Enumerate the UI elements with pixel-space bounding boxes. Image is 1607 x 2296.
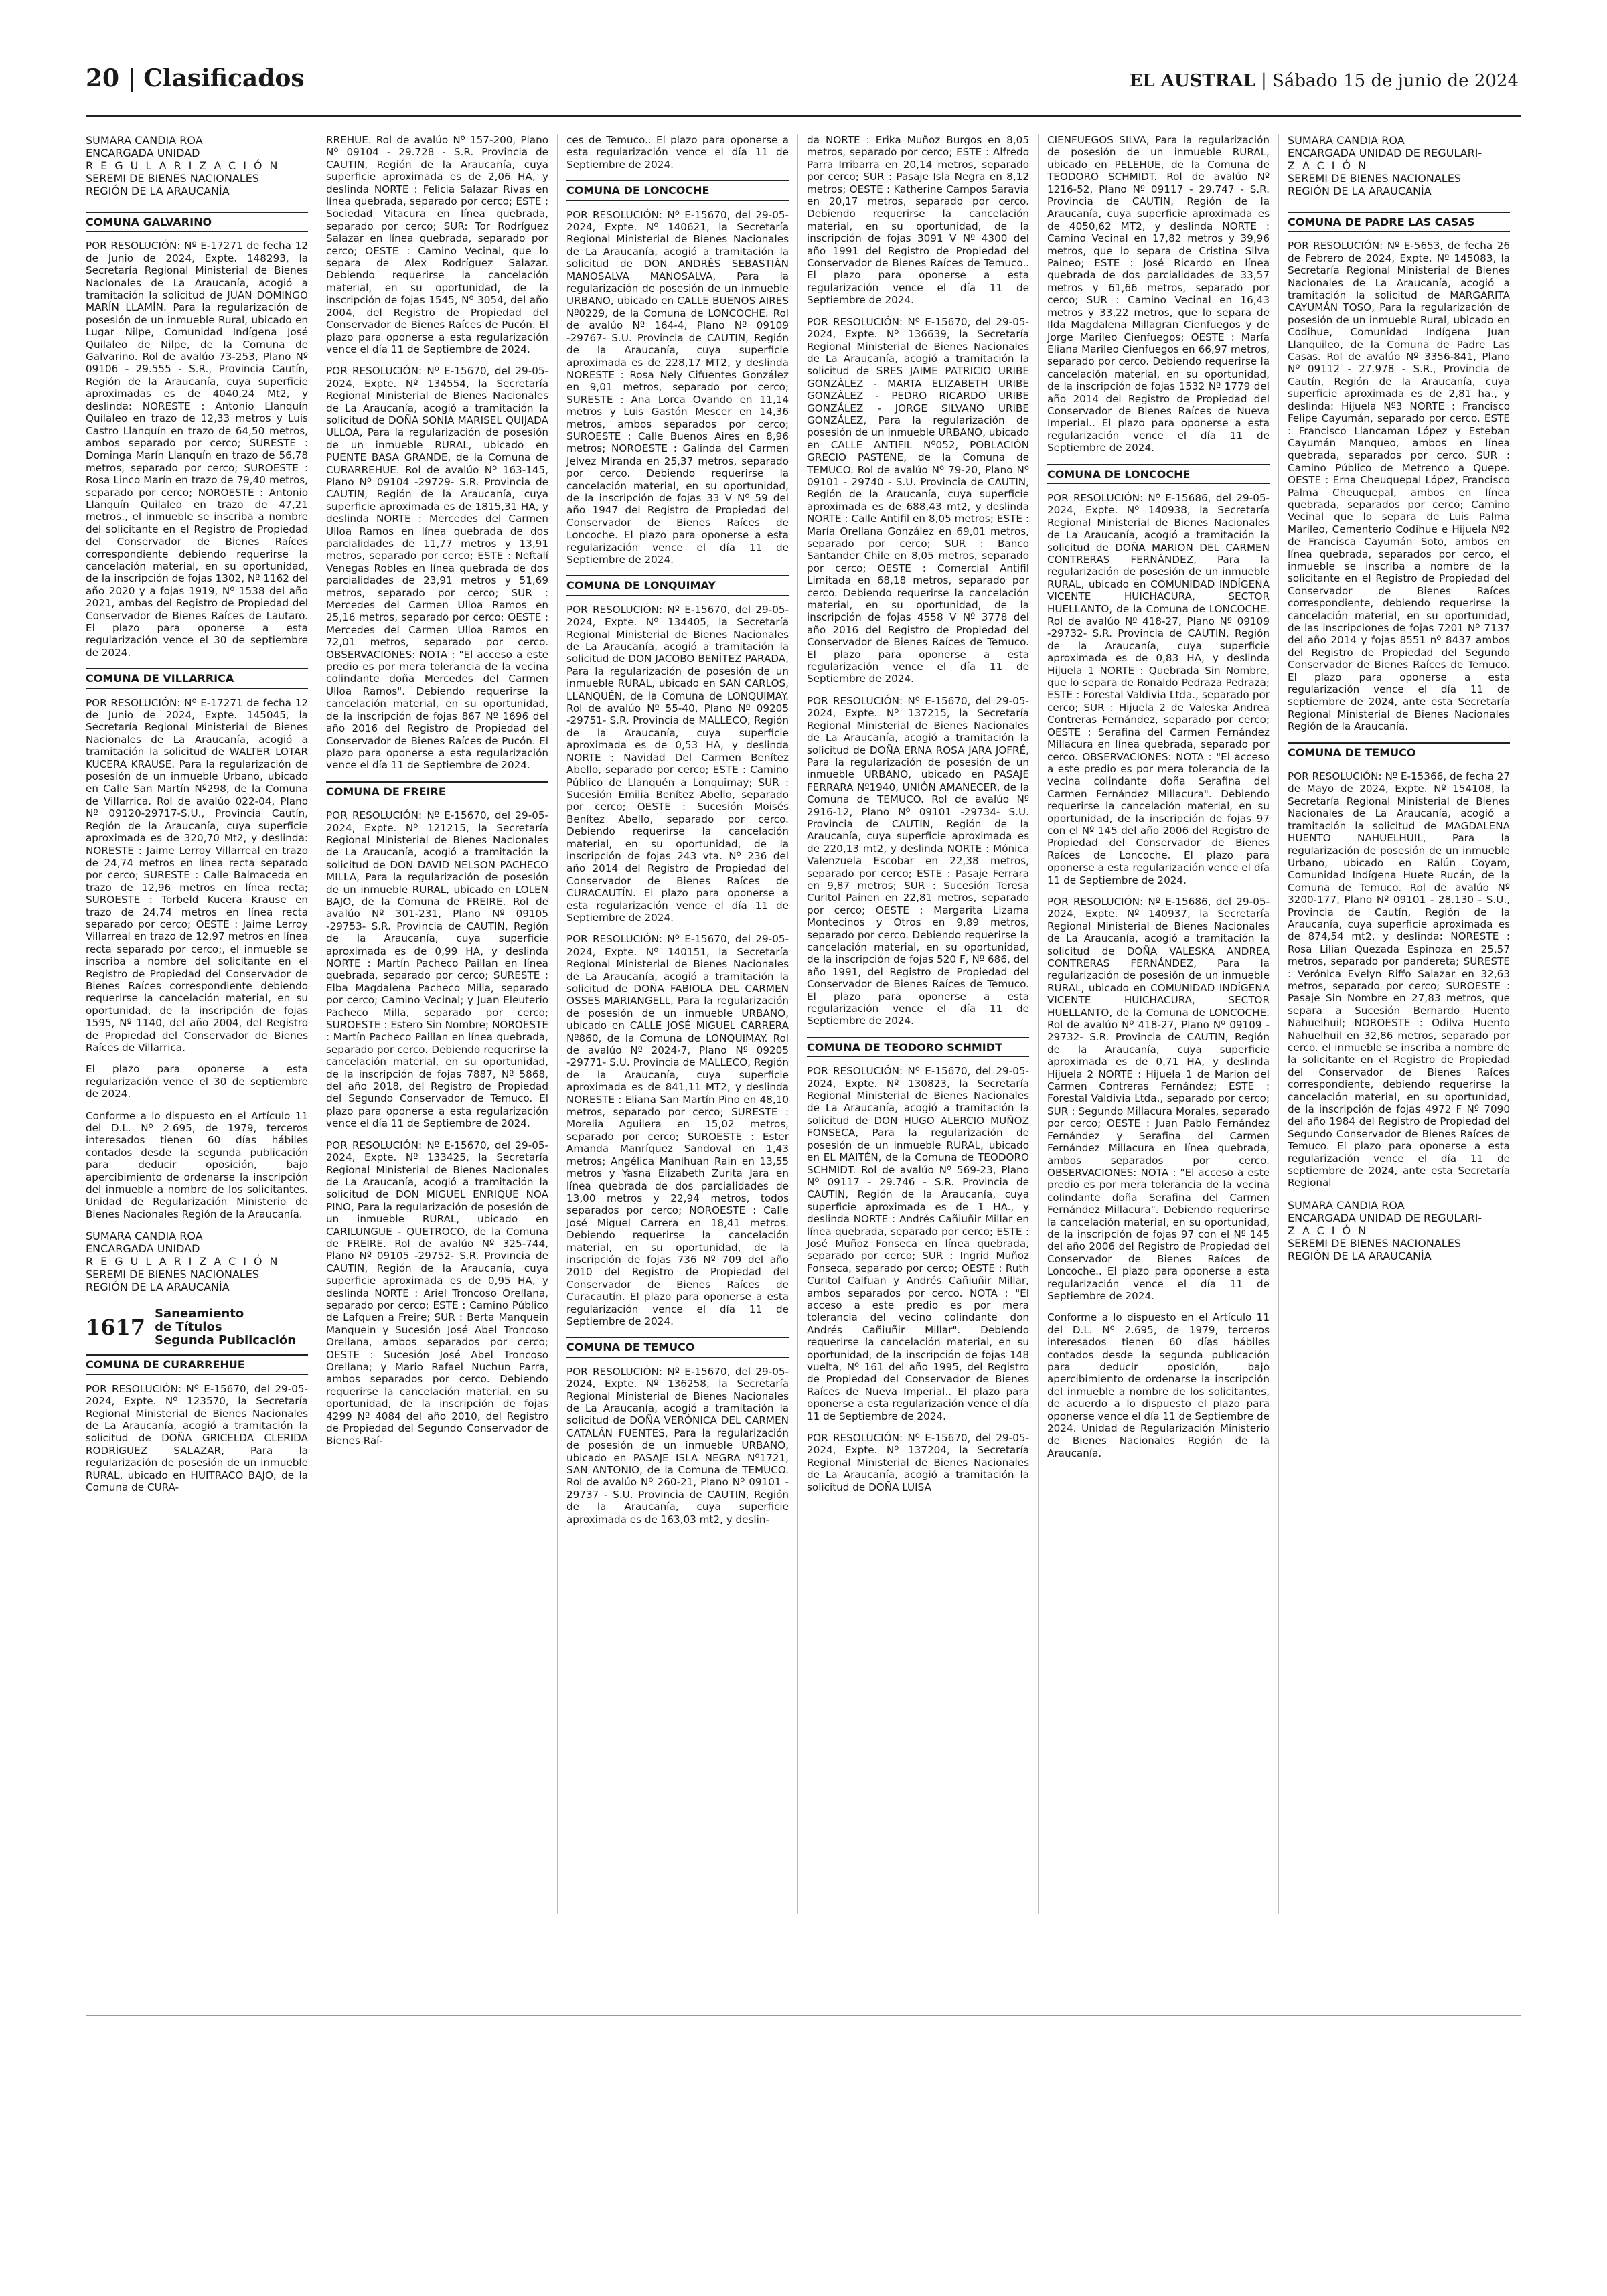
notice-paragraph: POR RESOLUCIÓN: Nº E-15686, del 29-05-2024, Expte. Nº 140937, la Secretaría Regional Ministerial de Bienes Nacionales de La Araucanía, acogió a tramitación la solicitud de DOÑA VALESKA ANDREA CONTRERAS FERNÁNDEZ, Para la regularización de posesión de un inmueble RURAL, ubicado en COMUNIDAD INDÍGENA VICENTE HUICHACURA, SECTOR HUELLANTO, de la Comuna de LONCOCHE. Rol de avalúo Nº 418-27, Plano Nº 09109 - 29732- S.R. Provincia de CAUTIN, Región de la Araucanía, cuya superficie aproximada es de 0,71 HA, y deslinda Hijuela 2 NORTE : Hijuela 1 de Marion del Carmen Contreras Fernández; ESTE : Forestal Valdivia Ltda., separado por cerco; SUR : Segundo Millacura Morales, separado por cerco; OESTE : Juan Pablo Fernández Fernández y Serafina del Carmen Fernández Millacura en línea quebrada, ambos separados por cerco. OBSERVACIONES: NOTA : "El acceso a este predio es por mera tolerancia de la vecina colindante doña Serafina del Carmen Fernández Millacura". Debiendo requerirse la cancelación material, en su oportunidad, de la inscripción de fojas 97 con el Nº 145 del año 2006 del Registro de Propiedad del Conservador de Bienes Raíces de Loncoche.. El plazo para oponerse a esta regularización vence el día 11 de Septiembre de 2024. [1047, 895, 1270, 1302]
signature-unit: ZACIÓN [1288, 1224, 1374, 1237]
notice-paragraph: CIENFUEGOS SILVA, Para la regularización de posesión de un inmueble RURAL, ubicado en PELEHUE, de la Comuna de TEODORO SCHMIDT. Rol de avalúo Nº 1216-52, Plano Nº 09117 - 29.747 - S.R. Provincia de CAUTIN, Región de la Araucanía, cuya superficie aproximada es de 4050,62 MT2, y deslinda NORTE : Camino Vecinal en 17,82 metros y 39,96 metros, que lo separa de Cristina Silva Paineo; ESTE : José Ricardo en línea quebrada de dos parcialidades de 33,57 metros y 61,66 metros, separado por cerco; SUR : Camino Vecinal en 16,43 metros y 33,22 metros, que lo separa de Ilda Magdalena Millagran Cienfuegos y de Jorge Marileo Cienfuegos; OESTE : María Eliana Marileo Cienfuegos en 66,97 metros, separado por cerco. Debiendo requerirse la cancelación material, en su oportunidad, de la inscripción de fojas 1532 Nº 1779 del año 2014 del Registro de Propiedad del Conservador de Bienes Raíces de Nueva Imperial.. El plazo para oponerse a esta regularización vence el día 11 de Septiembre de 2024. [1047, 134, 1270, 455]
notice-paragraph: POR RESOLUCIÓN: Nº E-15686, del 29-05-2024, Expte. Nº 140938, la Secretaría Regional Ministerial de Bienes Nacionales de La Araucanía, acogió a tramitación la solicitud de DOÑA MARION DEL CARMEN CONTRERAS FERNÁNDEZ, Para la regularización de posesión de un inmueble RURAL, ubicado en COMUNIDAD INDÍGENA VICENTE HUICHACURA, SECTOR HUELLANTO, de la Comuna de LONCOCHE. Rol de avalúo Nº 418-27, Plano Nº 09109 -29732- S.R. Provincia de CAUTIN, Región de la Araucanía, cuya superficie aproximada es de 0,83 HA, y deslinda Hijuela 1 NORTE : Quebrada Sin Nombre, que lo separa de Ronaldo Pedraza Pedraza; ESTE : Forestal Valdivia Ltda., separado por cerco; SUR : Hijuela 2 de Valeska Andrea Contreras Fernández, separado por cerco; OESTE : Serafina del Carmen Fernández Millacura en línea quebrada, separado por cerco. OBSERVACIONES: NOTA : "El acceso a este predio es por mera tolerancia de la vecina colindante doña Serafina del Carmen Fernández Millacura". Debiendo requerirse la cancelación material, en su oportunidad, de la inscripción de fojas 97 con el Nº 145 del año 2006 del Registro de Propiedad del Conservador de Bienes Raíces de Loncoche. El plazo para oponerse a esta regularización vence el día 11 de Septiembre de 2024. [1047, 491, 1270, 886]
signature-office: SEREMI DE BIENES NACIONALES [1288, 1236, 1461, 1250]
signature-name: SUMARA CANDIA ROA [1288, 1198, 1405, 1212]
section-heading: COMUNA DE LONQUIMAY [566, 575, 789, 595]
column-4 [807, 134, 1029, 1503]
signature-region: REGIÓN DE LA ARAUCANÍA [86, 1281, 230, 1294]
column-divider [1038, 134, 1039, 1914]
signature-title: ENCARGADA UNIDAD DE REGULARI- [1288, 147, 1482, 159]
signature-office: SEREMI DE BIENES NACIONALES [86, 1268, 259, 1281]
masthead-date: EL AUSTRAL | Sábado 15 de junio de 2024 [1129, 71, 1519, 91]
category-name-line: de Títulos [155, 1320, 222, 1335]
signature-office: SEREMI DE BIENES NACIONALES [1288, 172, 1461, 185]
page-folio: 20 | Clasificados [86, 64, 305, 92]
signature-block [1288, 1199, 1510, 1268]
notice-paragraph: POR RESOLUCIÓN: Nº E-17271 de fecha 12 de Junio de 2024, Expte. 145045, la Secretaría Regional Ministerial de Bienes Nacionales de La Araucanía, acogió a tramitación la solicitud de WALTER LOTAR KUCERA KRAUSE. Para la regularización de posesión de un inmueble Urbano, ubicado en Calle San Martín Nº298, de la Comuna de Villarrica. Rol de avalúo 022-04, Plano Nº 09120-29717-S.U., Provincia Cautín, Región de la Araucanía, cuya superficie aproximada es de 320,70 Mt2, y deslinda: NORESTE : Jaime Lerroy Villarreal en trazo de 24,74 metros en línea recta separado por cerco; SURESTE : Calle Balmaceda en trazo de 12,96 metros en línea recta; SUROESTE : Torbeld Kucera Krause en trazo de 24,74 metros en línea recta separado por cerco; OESTE : Jaime Lerroy Villarreal en trazo de 12,97 metros en línea recta separado por cerco;, el inmueble se inscriba a nombre del solicitante en el Registro de Propiedad del Conservador de Bienes Raíces correspondiente debiendo requerirse la cancelación material, en su oportunidad, de la inscripción de fojas 1595, Nº 1140, del año 2004, del Registro de Propiedad del Conservador de Bienes Raíces de Villarrica. [86, 696, 308, 1054]
section-heading: COMUNA DE PADRE LAS CASAS [1288, 212, 1510, 232]
notice-paragraph: RREHUE. Rol de avalúo Nº 157-200, Plano Nº 09104 - 29.728 - S.R. Provincia de CAUTIN, Región de la Araucanía, cuya superficie aproximada es de 2,06 HA, y deslinda NORTE : Felicia Salazar Rivas en línea quebrada, separado por cerco; ESTE : Sociedad Vitacura en línea quebrada, separado por cerco; SUR: Tor Rodríguez Salazar en línea quebrada, separado por cerco; OESTE : Camino Vecinal, que lo separa de Alex Rodríguez Salazar. Debiendo requerirse la cancelación material, en su oportunidad, de la inscripción de fojas 1545, Nº 3054, del año 2004, del Registro de Propiedad del Conservador de Bienes Raíces de Pucón. El plazo para oponerse a esta regularización vence el día 11 de Septiembre de 2024. [326, 134, 548, 355]
classified-category [86, 1307, 308, 1347]
column-divider [1278, 134, 1279, 1914]
footer-rule [86, 2015, 1521, 2016]
notice-paragraph: POR RESOLUCIÓN: Nº E-15670, del 29-05-2024, Expte. Nº 137204, la Secretaría Regional Ministerial de Bienes Nacionales de La Araucanía, acogió a tramitación la solicitud de DOÑA LUISA [807, 1432, 1029, 1493]
signature-region: REGIÓN DE LA ARAUCANÍA [1288, 185, 1432, 197]
category-name-line: Saneamiento [155, 1307, 244, 1321]
column-divider [557, 134, 558, 1914]
page-number: 20 [86, 64, 120, 92]
category-name [155, 1307, 296, 1347]
notice-paragraph: ces de Temuco.. El plazo para oponerse a esta regularización vence el día 11 de Septiembre de 2024. [566, 134, 789, 171]
section-heading: COMUNA DE FREIRE [326, 781, 548, 801]
notice-paragraph: El plazo para oponerse a esta regularización vence el 30 de septiembre de 2024. [86, 1063, 308, 1100]
signature-title: ENCARGADA UNIDAD [86, 147, 200, 159]
section-heading: COMUNA DE CURARREHUE [86, 1354, 308, 1374]
notice-paragraph: POR RESOLUCIÓN: Nº E-15670, del 29-05-2024, Expte. Nº 133425, la Secretaría Regional Ministerial de Bienes Nacionales de La Araucanía, acogió a tramitación la solicitud de DON MIGUEL ENRIQUE NOA PINO, Para la regularización de posesión de un inmueble RURAL, ubicado en CARILUNGUE - QUETROCO, de la Comuna de FREIRE. Rol de avalúo Nº 325-744, Plano Nº 09105 -29752- S.R. Provincia de CAUTIN, Región de la Araucanía, cuya superficie aproximada es de 0,95 HA, y deslinda NORTE : Ariel Troncoso Orellana, separado por cerco; ESTE : Camino Público de Lafquen a Freire; SUR : Berta Manquein Manquein y Sucesión José Abel Troncoso Orellana, ambos separados por cerco; OESTE : Sucesión José Abel Troncoso Orellana; y Mario Rafael Nuchun Parra, ambos separados por cerco. Debiendo requerirse la cancelación material, en su oportunidad, de la inscripción de fojas 4299 Nº 4084 del año 2010, del Registro de Propiedad del Segundo Conservador de Bienes Raí- [326, 1139, 548, 1447]
section-heading: COMUNA DE TEODORO SCHMIDT [807, 1037, 1029, 1057]
notice-paragraph: POR RESOLUCIÓN: Nº E-15670, del 29-05-2024, Expte. Nº 136258, la Secretaría Regional Ministerial de Bienes Nacionales de La Araucanía, acogió a tramitación la solicitud de DOÑA VERÓNICA DEL CARMEN CATALÁN FUENTES, Para la regularización de posesión de un inmueble URBANO, ubicado en PASAJE ISLA NEGRA Nº1721, SAN ANTONIO, de la Comuna de TEMUCO. Rol de avalúo Nº 260-21, Plano Nº 09101 - 29737 - S.U. Provincia de CAUTIN, Región de la Araucanía, cuya superficie aproximada es de 163,03 mt2, y deslin- [566, 1365, 789, 1526]
column-5 [1047, 134, 1270, 1469]
column-1 [86, 134, 308, 1503]
notice-paragraph: POR RESOLUCIÓN: Nº E-5653, de fecha 26 de Febrero de 2024, Expte. Nº 145083, la Secretaría Regional Ministerial de Bienes Nacionales de La Araucanía, acogió a tramitación la solicitud de MARGARITA CAYUMÁN TOSO, Para la regularización de posesión de un inmueble Rural, ubicado en Codihue, Comunidad Indígena Juan Llanquileo, de la Comuna de Padre Las Casas. Rol de avalúo Nº 3356-841, Plano Nº 09112 - 27.978 - S.R., Provincia de Cautín, Región de la Araucanía, cuya superficie aproximada es de 2,81 ha., y deslinda: Hijuela Nº3 NORTE : Francisco Felipe Cayumán, separado por cerco. ESTE : Francisco Llancaman López y Esteban Cayumán Manqueo, ambos en línea quebrada, separados por cerco. SUR : Camino Público de Metrenco a Quepe. OESTE : Erna Cheuquepal López, Francisco Palma Cheuquepal, ambos en línea quebrada, separados por cerco; Camino Vecinal que lo separa de Luis Palma Marileo, Cementerio Codihue e Hijuela Nº2 de Francisca Cayumán Soto, ambos en línea quebrada, separados por cerco, el inmueble se inscriba a nombre de la solicitante en el Registro de Propiedad del Conservador de Bienes Raíces correspondiente, debiendo requerirse la cancelación material, en su oportunidad, de las inscripciones de fojas 7201 Nº 7137 del año 2014 y fojas 8551 nº 8437 ambos del Registro de Propiedad del Segundo Conservador de Bienes Raíces de Temuco. El plazo para oponerse a esta regularización vence el día 11 de septiembre de 2024, ante esta Secretaría Regional Ministerial de Bienes Nacionales Región de la Araucanía. [1288, 240, 1510, 733]
notice-paragraph: POR RESOLUCIÓN: Nº E-15670, del 29-05-2024, Expte. Nº 130823, la Secretaría Regional Ministerial de Bienes Nacionales de La Araucanía, acogió a tramitación la solicitud de DON HUGO ALERCIO MUÑOZ FONSECA, Para la regularización de posesión de un inmueble RURAL, ubicado en EL MAITÉN, de la Comuna de TEODORO SCHMIDT. Rol de avalúo Nº 569-23, Plano Nº 09117 - 29.746 - S.R. Provincia de CAUTIN, Región de la Araucanía, cuya superficie aproximada es de 1 HA., y deslinda NORTE : Andrés Cañiuñir Millar en línea quebrada, separado por cerco; ESTE : José Muñoz Fonseca en línea quebrada, separado por cerco; SUR : Ingrid Muñoz Fonseca, separado por cerco; OESTE : Ruth Curitol Calfuan y Andrés Cañiuñir Millar, ambos separados por cerco. NOTA : "El acceso a este predio es por mera tolerancia del vecino colindante don Andrés Cañiuñir Millar". Debiendo requerirse la cancelación material, en su oportunidad, de la inscripción de fojas 148 vuelta, Nº 161 del año 1995, del Registro de Propiedad del Conservador de Bienes Raíces de Nueva Imperial.. El plazo para oponerse a esta regularización vence el día 11 de Septiembre de 2024. [807, 1065, 1029, 1422]
signature-region: REGIÓN DE LA ARAUCANÍA [86, 185, 230, 197]
category-number: 1617 [86, 1315, 146, 1341]
column-3 [566, 134, 789, 1535]
section-heading: COMUNA DE VILLARRICA [86, 668, 308, 688]
column-6 [1288, 134, 1510, 1277]
notice-paragraph: POR RESOLUCIÓN: Nº E-15670, del 29-05-2024, Expte. Nº 137215, la Secretaría Regional Ministerial de Bienes Nacionales de La Araucanía, acogió a tramitación la solicitud de DOÑA ERNA ROSA JARA JOFRÉ, Para la regularización de posesión de un inmueble URBANO, ubicado en PASAJE FERRARA Nº1940, UNIÓN AMANECER, de la Comuna de TEMUCO. Rol de avalúo Nº 2916-12, Plano Nº 09101 -29734- S.U. Provincia de CAUTIN, Región de la Araucanía, cuya superficie aproximada es de 220,13 mt2, y deslinda NORTE : Mónica Valenzuela Escobar en 22,38 metros, separado por cerco; ESTE : Pasaje Ferrara en 9,87 metros; SUR : Sucesión Teresa Curitol Painen en 22,81 metros, separado por cerco; OESTE : Margarita Lizama Montecinos y Otros en 9,89 metros, separado por cerco. Debiendo requerirse la cancelación material, en su oportunidad, de la inscripción de fojas 520 F, Nº 686, del año 1991, del Registro de Propiedad del Conservador de Bienes Raíces de Temuco. El plazo para oponerse a esta regularización vence el día 11 de Septiembre de 2024. [807, 694, 1029, 1028]
signature-name: SUMARA CANDIA ROA [1288, 134, 1405, 147]
signature-unit: REGULARIZACIÓN [86, 1255, 285, 1268]
signature-title: ENCARGADA UNIDAD [86, 1242, 200, 1256]
signature-title: ENCARGADA UNIDAD DE REGULARI- [1288, 1211, 1482, 1224]
section-heading: COMUNA DE LONCOCHE [566, 180, 789, 200]
notice-paragraph: POR RESOLUCIÓN: Nº E-15670, del 29-05-2024, Expte. Nº 134405, la Secretaría Regional Ministerial de Bienes Nacionales de La Araucanía, acogió a tramitación la solicitud de DON JACOBO BENÍTEZ PARADA, Para la regularización de posesión de un inmueble RURAL, ubicado en SAN CARLOS, LLANQUÉN, de la Comuna de LONQUIMAY. Rol de avalúo Nº 55-40, Plano Nº 09205 -29751- S.R. Provincia de MALLECO, Región de la Araucanía, cuya superficie aproximada es de 0,53 HA, y deslinda NORTE : Navidad Del Carmen Benítez Abello, separado por cerco; ESTE : Camino Público de Llanquén a Lonquimay; SUR : Sucesión Emilia Benítez Abello, separado por cerco; OESTE : Sucesión Moisés Benítez Abello, separado por cerco. Debiendo requerirse la cancelación material, en su oportunidad, de la inscripción de fojas 243 vta. Nº 236 del año 2014 del Registro de Propiedad del Conservador de Bienes Raíces de CURACAUTÍN. El plazo para oponerse a esta regularización vence el día 11 de Septiembre de 2024. [566, 603, 789, 924]
notice-paragraph: da NORTE : Erika Muñoz Burgos en 8,05 metros, separado por cerco; ESTE : Alfredo Parra Irribarra en 20,14 metros, separado por cerco; SUR : Pasaje Isla Negra en 8,12 metros; OESTE : Katherine Campos Saravia en 20,17 metros, separado por cerco. Debiendo requerirse la cancelación material, en su oportunidad, de la inscripción de fojas 3091 V Nº 4300 del año 1991 del Registro de Propiedad del Conservador de Bienes Raíces de Temuco.. El plazo para oponerse a esta regularización vence el día 11 de Septiembre de 2024. [807, 134, 1029, 307]
signature-name: SUMARA CANDIA ROA [86, 134, 203, 147]
notice-paragraph: POR RESOLUCIÓN: Nº E-15670, del 29-05-2024, Expte. Nº 140621, la Secretaría Regional Ministerial de Bienes Nacionales de La Araucanía, acogió a tramitación la solicitud de DON ANDRÉS SEBASTIÁN MANOSALVA MANOSALVA, Para la regularización de posesión de un inmueble URBANO, ubicado en CALLE BUENOS AIRES Nº0229, de la Comuna de LONCOCHE. Rol de avalúo Nº 164-4, Plano Nº 09109 -29767- S.U. Provincia de CAUTIN, Región de la Araucanía, cuya superficie aproximada es de 228,17 MT2, y deslinda NORESTE : Rosa Nely Cifuentes González en 9,01 metros, separado por cerco; SURESTE : Ana Lorca Ovando en 11,14 metros y Luis Gastón Mescer en 14,36 metros, ambos separados por cerco; SUROESTE : Calle Buenos Aires en 8,96 metros; NOROESTE : Galinda del Carmen Jelvez Miranda en 25,37 metros, separado por cerco. Debiendo requerirse la cancelación material, en su oportunidad, de la inscripción de fojas 33 V Nº 59 del año 1947 del Registro de Propiedad del Conservador de Bienes Raíces de Loncoche. El plazo para oponerse a esta regularización vence el día 11 de Septiembre de 2024. [566, 208, 789, 566]
notice-paragraph: POR RESOLUCIÓN: Nº E-15670, del 29-05-2024, Expte. Nº 136639, la Secretaría Regional Ministerial de Bienes Nacionales de La Araucanía, acogió a tramitación la solicitud de SRES JAIME PATRICIO URIBE GONZÁLEZ - MARTA ELIZABETH URIBE GONZÁLEZ - PEDRO RICARDO URIBE GONZÁLEZ - JORGE SILVANO URIBE GONZÁLEZ, Para la regularización de posesión de un inmueble URBANO, ubicado en CALLE ANTIFIL Nº052, POBLACIÓN GRECIO PASTENE, de la Comuna de TEMUCO. Rol de avalúo Nº 79-20, Plano Nº 09101 - 29740 - S.U. Provincia de CAUTIN, Región de la Araucanía, cuya superficie aproximada es de 688,43 mt2, y deslinda NORTE : Calle Antifil en 8,05 metros; ESTE : María Orellana González en 69,01 metros, separado por cerco; SUR : Banco Santander Chile en 8,05 metros, separado por cerco; OESTE : Comercial Antifil Limitada en 68,18 metros, separado por cerco. Debiendo requerirse la cancelación material, en su oportunidad, de la inscripción de fojas 4558 V Nº 3778 del año 2016 del Registro de Propiedad del Conservador de Bienes Raíces de Temuco. El plazo para oponerse a esta regularización vence el día 11 de Septiembre de 2024. [807, 315, 1029, 685]
signature-block [86, 134, 308, 203]
section-title: Clasificados [143, 64, 305, 92]
signature-name: SUMARA CANDIA ROA [86, 1230, 203, 1243]
signature-region: REGIÓN DE LA ARAUCANÍA [1288, 1249, 1432, 1262]
notice-paragraph: POR RESOLUCIÓN: Nº E-15670, del 29-05-2024, Expte. Nº 140151, la Secretaría Regional Ministerial de Bienes Nacionales de La Araucanía, acogió a tramitación la solicitud de DOÑA FABIOLA DEL CARMEN OSSES MARIANGELL, Para la regularización de posesión de un inmueble URBANO, ubicado en CALLE JOSÉ MIGUEL CARRERA Nº860, de la Comuna de LONQUIMAY. Rol de avalúo Nº 2024-7, Plano Nº 09205 -29771- S.U. Provincia de MALLECO, Región de la Araucanía, cuya superficie aproximada es de 841,11 MT2, y deslinda NORESTE : Eliana San Martín Pino en 48,10 metros, separado por cerco; SURESTE : Morelia Aguilera en 15,02 metros, separado por cerco; SUROESTE : Ester Amanda Manríquez Sandoval en 1,43 metros; Angélica Manihuan Rain en 13,55 metros y Yasna Elizabeth Zurita Jara en línea quebrada de dos parcialidades de 13,00 metros y 22,94 metros, todos separados por cerco; NOROESTE : Calle José Miguel Carrera en 18,41 metros. Debiendo requerirse la cancelación material, en su oportunidad, de la inscripción de fojas 736 Nº 709 del año 2010 del Registro de Propiedad del Conservador de Bienes Raíces de Curacautín. El plazo para oponerse a esta regularización vence el día 11 de Septiembre de 2024. [566, 933, 789, 1327]
section-heading: COMUNA DE TEMUCO [1288, 742, 1510, 762]
column-divider [797, 134, 798, 1914]
newspaper-name: EL AUSTRAL [1129, 71, 1255, 91]
signature-unit: ZACIÓN [1288, 159, 1374, 172]
notice-paragraph: POR RESOLUCIÓN: Nº E-17271 de fecha 12 de Junio de 2024, Expte. 148293, la Secretaría Regional Ministerial de Bienes Nacionales de La Araucanía, acogió a tramitación la solicitud de JUAN DOMINGO MARÍN LLAMÍN. Para la regularización de posesión de un inmueble Rural, ubicado en Lugar Nilpe, Comunidad Indígena José Quilaleo de Nilpe, de la Comuna de Galvarino. Rol de avalúo 73-253, Plano Nº 09106 - 29.555 - S.R., Provincia Cautín, Región de la Araucanía, cuya superficie aproximadas es de 4040,24 Mt2, y deslinda: NORESTE : Antonio Llanquín Quilaleo en trazo de 12,33 metros y Luis Castro Llanquín en trazo de 64,50 metros, ambos separado por cerco; SURESTE : Dominga Marín Llanquín en trazo de 56,78 metros, separado por cerco; SUROESTE : Rosa Linco Marín en trazo de 79,40 metros, separado por cerco; NOROESTE : Antonio Llanquín Quilaleo en trazo de 47,21 metros., el inmueble se inscriba a nombre del solicitante en el Registro de Propiedad del Conservador de Bienes Raíces correspondiente debiendo requerirse la cancelación material, en su oportunidad, de la inscripción de fojas 1302, Nº 1162 del año 2020 y a fojas 1919, Nº 1538 del año 2021, ambas del Registro de Propiedad del Conservador de Bienes Raíces de Lautaro. El plazo para oponerse a esta regularización vence el 30 de septiembre de 2024. [86, 240, 308, 659]
signature-unit: REGULARIZACIÓN [86, 159, 285, 172]
header-rule [86, 115, 1521, 117]
section-heading: COMUNA DE TEMUCO [566, 1337, 789, 1357]
notice-paragraph: Conforme a lo dispuesto en el Artículo 11 del D.L. Nº 2.695, de 1979, terceros interesados tienen 60 días hábiles contados desde la segunda publicación para deducir oposición, bajo apercibimiento de ordenarse la inscripción del inmueble a nombre de los solicitantes, de acuerdo a lo dispuesto el plazo para oponerse vence el día 11 de Septiembre de 2024. Unidad de Regularización Ministerio de Bienes Nacionales Región de la Araucanía. [1047, 1311, 1270, 1459]
notice-paragraph: POR RESOLUCIÓN: Nº E-15366, de fecha 27 de Mayo de 2024, Expte. Nº 154108, la Secretaría Regional Ministerial de Bienes Nacionales de La Araucanía, acogió a tramitación la solicitud de MAGDALENA HUENTO NAHUELHUIL, Para la regularización de posesión de un inmueble Urbano, ubicado en Ralún Coyam, Comunidad Indígena Huete Rucán, de la Comuna de Temuco. Rol de avalúo Nº 3200-177, Plano Nº 09101 - 28.130 - S.U., Provincia de Cautín, Región de la Araucanía, cuya superficie aproximada es de 874,54 mt2, y deslinda: NORESTE : Rosa Lilian Quezada Espinoza en 25,57 metros, separado por pandereta; SURESTE : Verónica Evelyn Riffo Salazar en 32,63 metros, separado por cerco; SUROESTE : Pasaje Sin Nombre en 27,83 metros, que separa a Sucesión Bernardo Huento Nahuelhuil; NOROESTE : Odilva Huento Nahuelhuil en 32,86 metros, separado por cerco. el inmueble se inscriba a nombre de la solicitante en el Registro de Propiedad del Conservador de Bienes Raíces correspondiente, debiendo requerirse la cancelación material, en su oportunidad, de la inscripción de fojas 4972 F Nº 7090 del año 1984 del Registro de Propiedad del Segundo Conservador de Bienes Raíces de Temuco. El plazo para oponerse a esta regularización vence el día 11 de septiembre de 2024, ante esta Secretaría Regional [1288, 770, 1510, 1190]
signature-block [86, 1230, 308, 1299]
column-2 [326, 134, 548, 1457]
page-header [86, 64, 1519, 104]
issue-date: Sábado 15 de junio de 2024 [1272, 71, 1519, 91]
category-name-line: Segunda Publicación [155, 1333, 297, 1348]
notice-paragraph: Conforme a lo dispuesto en el Artículo 11 del D.L. Nº 2.695, de 1979, terceros interesados tienen 60 días hábiles contados desde la segunda publicación para deducir oposición, bajo apercibimiento de ordenarse la inscripción del inmueble a nombre de los solicitantes. Unidad de Regularización Ministerio de Bienes Nacionales Región de la Araucanía. [86, 1109, 308, 1220]
notice-paragraph: POR RESOLUCIÓN: Nº E-15670, del 29-05-2024, Expte. Nº 134554, la Secretaría Regional Ministerial de Bienes Nacionales de La Araucanía, acogió a tramitación la solicitud de DOÑA SONIA MARISEL QUIJADA ULLOA, Para la regularización de posesión de un inmueble RURAL, ubicado en PUENTE BASA GRANDE, de la Comuna de CURARREHUE. Rol de avalúo Nº 163-145, Plano Nº 09104 -29729- S.R. Provincia de CAUTIN, Región de la Araucanía, cuya superficie aproximada es de 1815,31 HA, y deslinda NORTE : Mercedes del Carmen Ulloa Ramos en línea quebrada de dos parcialidades de 11,77 metros y 13,91 metros, separado por cerco; ESTE : Neftalí Venegas Robles en línea quebrada de dos parcialidades de 23,91 metros y 51,69 metros, separado por cerco; SUR : Mercedes del Carmen Ulloa Ramos en 25,16 metros, separado por cerco; OESTE : Mercedes del Carmen Ulloa Ramos en 72,01 metros, separado por cerco. OBSERVACIONES: NOTA : "El acceso a este predio es por mera tolerancia de la vecina colindante doña Mercedes del Carmen Ulloa Ramos". Debiendo requerirse la cancelación material, en su oportunidad, de la inscripción de fojas 867 Nº 1696 del año 2016 del Registro de Propiedad del Conservador de Bienes Raíces de Pucón. El plazo para oponerse a esta regularización vence el día 11 de Septiembre de 2024. [326, 365, 548, 772]
signature-block [1288, 134, 1510, 203]
section-heading: COMUNA GALVARINO [86, 212, 308, 232]
notice-paragraph: POR RESOLUCIÓN: Nº E-15670, del 29-05-2024, Expte. Nº 123570, la Secretaría Regional Ministerial de Bienes Nacionales de La Araucanía, acogió a tramitación la solicitud de DOÑA GRICELDA CLERIDA RODRÍGUEZ SALAZAR, Para la regularización de posesión de un inmueble RURAL, ubicado en HUITRACO BAJO, de la Comuna de CURA- [86, 1382, 308, 1493]
signature-office: SEREMI DE BIENES NACIONALES [86, 172, 259, 185]
notice-paragraph: POR RESOLUCIÓN: Nº E-15670, del 29-05-2024, Expte. Nº 121215, la Secretaría Regional Ministerial de Bienes Nacionales de La Araucanía, acogió a tramitación la solicitud de DON DAVID NELSON PACHECO MILLA, Para la regularización de posesión de un inmueble RURAL, ubicado en LOLEN BAJO, de la Comuna de FREIRE. Rol de avalúo Nº 301-231, Plano Nº 09105 -29753- S.R. Provincia de CAUTIN, Región de la Araucanía, cuya superficie aproximada es de 0,99 HA, y deslinda NORTE : Martín Pacheco Paillan en línea quebrada, separado por cerco; SURESTE : Elba Magdalena Pacheco Milla, separado por cerco; Camino Vecinal; y Juan Eleuterio Pacheco Milla, separado por cerco; SUROESTE : Estero Sin Nombre; NOROESTE : Martín Pacheco Paillan en línea quebrada, separado por cerco. Debiendo requerirse la cancelación material, en su oportunidad, de la inscripción de fojas 7887, Nº 5868, del año 2018, del Registro de Propiedad del Segundo Conservador de Temuco. El plazo para oponerse a esta regularización vence el día 11 de Septiembre de 2024. [326, 809, 548, 1130]
section-heading: COMUNA DE LONCOCHE [1047, 464, 1270, 484]
